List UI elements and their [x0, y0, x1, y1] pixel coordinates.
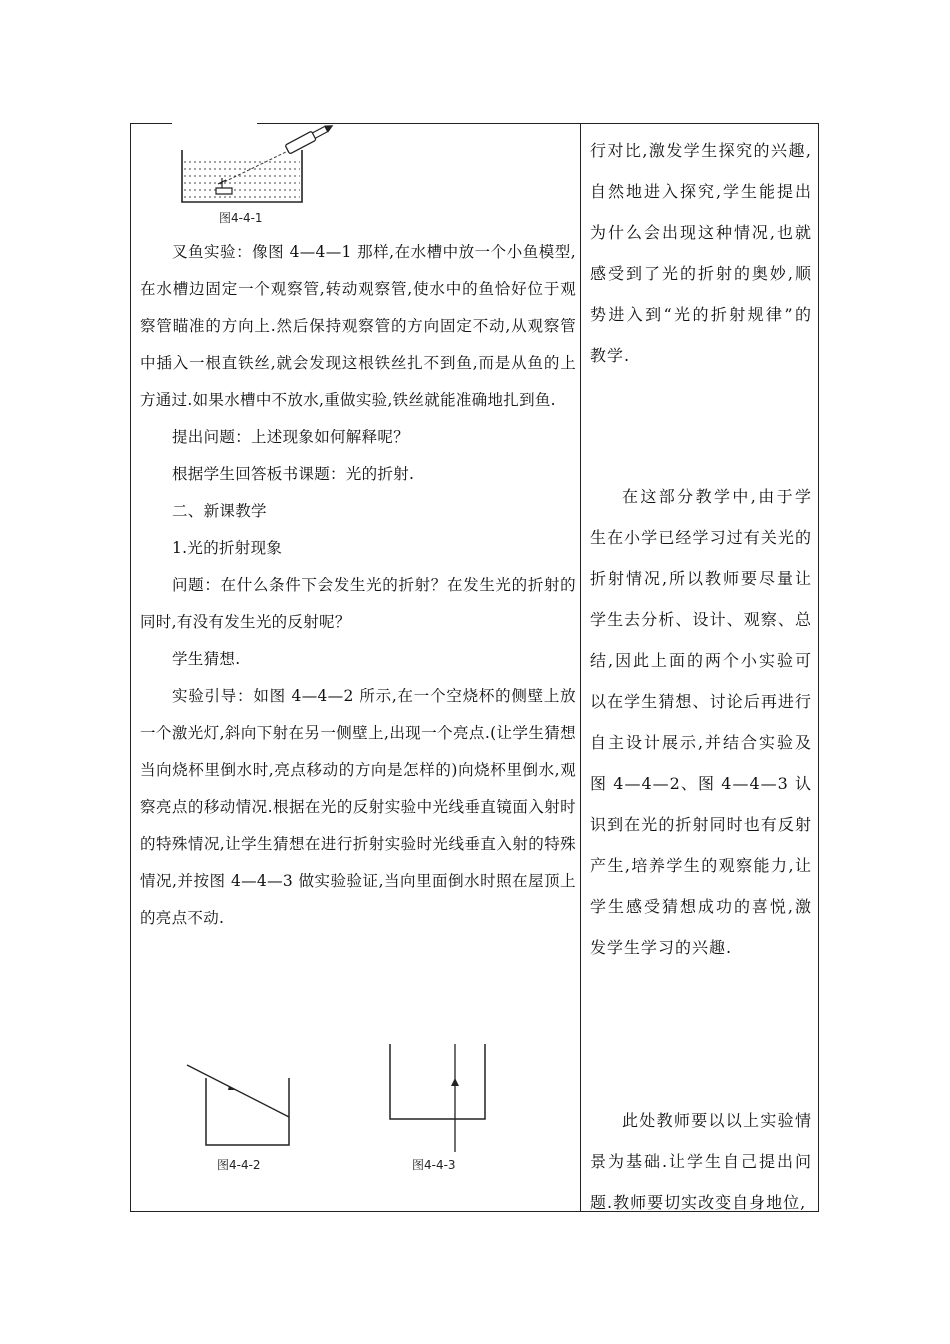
table-top-gap — [172, 121, 257, 125]
right-note-2: 在这部分教学中,由于学生在小学已经学习过有关光的折射情况,所以教师要尽量让学生去分析、设计、观察、总结,因此上面的两个小实验可以在学生猜想、讨论后再进行自主设计展示,并结合实验及图 4—4—2、图 4—4—3 认识到在光的折射同时也有反射产生,培养学生的观察能力,让学生感受猜想成功的喜悦,激发学生学习的兴趣. — [590, 487, 812, 957]
right-note-1: 行对比,激发学生探究的兴趣,自然地进入探究,学生能提出为什么会出现这种情况,也就感受到了光的折射的奥妙,顺势进入到“光的折射规律”的教学. — [590, 141, 812, 365]
column-divider — [580, 123, 581, 1212]
figure-4-4-2 — [185, 1060, 295, 1150]
subsection-heading: 1.光的折射现象 — [172, 539, 283, 557]
figure-4-4-2-caption: 图4-4-2 — [217, 1158, 261, 1172]
figure-4-4-1-caption: 图4-4-1 — [219, 211, 263, 225]
right-note-3: 此处教师要以以上实验情景为基础.让学生自己提出问题.教师要切实改变自身地位, — [590, 1111, 812, 1212]
guess-paragraph: 学生猜想. — [172, 650, 241, 668]
experiment-paragraph: 实验引导：如图 4—4—2 所示,在一个空烧杯的侧壁上放一个激光灯,斜向下射在另一侧壁上,出现一个亮点.(让学生猜想当向烧杯里倒水时,亮点移动的方向是怎样的)向烧杯里倒水,观察亮点的移动情况.根据在光的反射实验中光线垂直镜面入射时的特殊情况,让学生猜想在进行折射实验时光线垂直入射的特殊情况,并按图 4—4—3 做实验验证,当向里面倒水时照在屋顶上的亮点不动. — [140, 687, 576, 927]
right-column — [590, 130, 812, 1223]
figure-4-4-3 — [385, 1042, 490, 1154]
topic-paragraph: 根据学生回答板书课题：光的折射. — [172, 465, 415, 483]
fish-experiment-paragraph: 叉鱼实验：像图 4—4—1 那样,在水槽中放一个小鱼模型,在水槽边固定一个观察管,转动观察管,使水中的鱼恰好位于观察管瞄准的方向上.然后保持观察管的方向固定不动,从观察管中插入一根直铁丝,就会发现这根铁丝扎不到鱼,而是从鱼的上方通过.如果水槽中不放水,重做实验,铁丝就能准确地扎到鱼. — [140, 243, 576, 409]
section-heading: 二、新课教学 — [172, 502, 267, 520]
figure-4-4-3-caption: 图4-4-3 — [412, 1158, 456, 1172]
question-paragraph: 提出问题：上述现象如何解释呢？ — [172, 428, 410, 446]
problem-paragraph: 问题：在什么条件下会发生光的折射？在发生光的折射的同时,有没有发生光的反射呢？ — [140, 576, 576, 631]
left-column — [140, 128, 576, 937]
